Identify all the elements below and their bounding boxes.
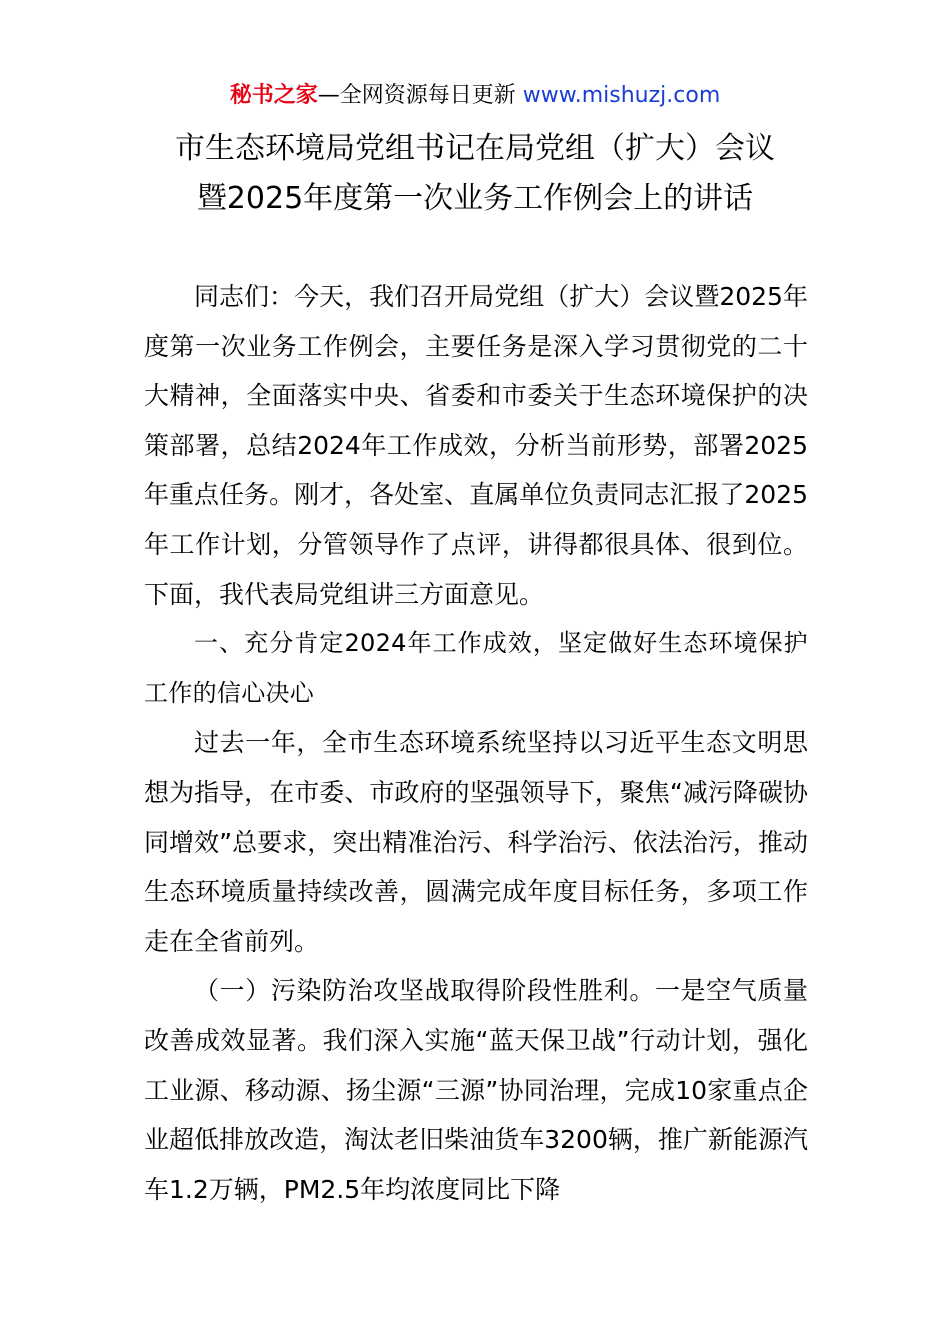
section-heading-1: 一、充分肯定2024年工作成效，坚定做好生态环境保护工作的信心决心: [144, 629, 808, 707]
header-dash: —: [317, 83, 340, 108]
brand-name: 秘书之家: [229, 83, 318, 108]
title-line-1: 市生态环境局党组书记在局党组（扩大）会议: [175, 131, 775, 166]
header-tagline: 全网资源每日更新: [339, 83, 516, 108]
document-body: [144, 272, 808, 1214]
title-line-2: 暨2025年度第一次业务工作例会上的讲话: [196, 181, 754, 216]
paragraph-opening: 同志们：今天，我们召开局党组（扩大）会议暨2025年度第一次业务工作例会，主要任务是深入学习贯彻党的二十大精神，全面落实中央、省委和市委关于生态环境保护的决策部署，总结2024年工作成效，分析当前形势，部署2025年重点任务。刚才，各处室、直属单位负责同志汇报了2025年工作计划，分管领导作了点评，讲得都很具体、很到位。下面，我代表局党组讲三方面意见。: [144, 282, 808, 609]
site-url-link[interactable]: www.mishuzj.com: [522, 83, 721, 108]
document-title: [0, 124, 950, 224]
paragraph-subsection-1: （一）污染防治攻坚战取得阶段性胜利。一是空气质量改善成效显著。我们深入实施“蓝天保卫战”行动计划，强化工业源、移动源、扬尘源“三源”协同治理，完成10家重点企业超低排放改造，淘汰老旧柴油货车3200辆，推广新能源汽车1.2万辆，PM2.5年均浓度同比下降: [144, 976, 808, 1204]
site-header: [0, 80, 950, 112]
paragraph-review: 过去一年，全市生态环境系统坚持以习近平生态文明思想为指导，在市委、市政府的坚强领导下，聚焦“减污降碳协同增效”总要求，突出精准治污、科学治污、依法治污，推动生态环境质量持续改善，圆满完成年度目标任务，多项工作走在全省前列。: [144, 728, 808, 956]
